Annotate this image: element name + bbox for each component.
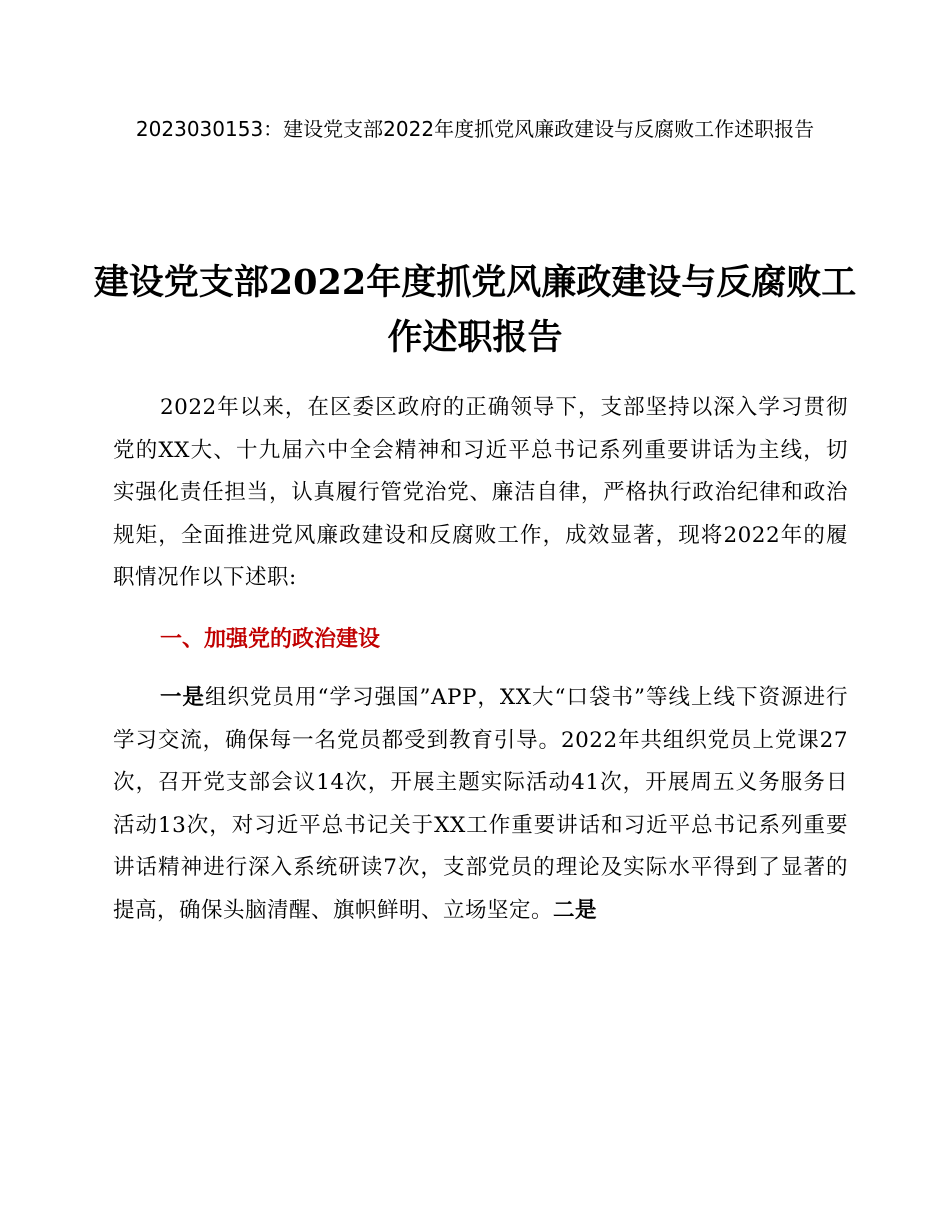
paragraph-lead-marker: 一是	[160, 685, 205, 710]
intro-paragraph: 2022年以来，在区委区政府的正确领导下，支部坚持以深入学习贯彻党的XX大、十九届六中全会精神和习近平总书记系列重要讲话为主线，切实强化责任担当，认真履行管党治党、廉洁自律，严格执行政治纪律和政治规矩，全面推进党风廉政建设和反腐败工作，成效显著，现将2022年的履职情况作以下述职:	[113, 395, 848, 590]
file-header: 2023030153：建设党支部2022年度抓党风廉政建设与反腐败工作述职报告	[135, 117, 815, 141]
paragraph-body: 组织党员用“学习强国”APP，XX大“口袋书”等线上线下资源进行学习交流，确保每一名党员都受到教育引导。2022年共组织党员上党课27次，召开党支部会议14次，开展主题实际活动41次，开展周五义务服务日活动13次，对习近平总书记关于XX工作重要讲话和习近平总书记系列重要讲话精神进行深入系统研读7次，支部党员的理论及实际水平得到了显著的提高，确保头脑清醒、旗帜鲜明、立场坚定。	[113, 685, 848, 923]
section-1-paragraph	[113, 677, 848, 932]
document-title: 建设党支部2022年度抓党风廉政建设与反腐败工作述职报告	[93, 262, 857, 358]
section-heading-political-construction: 一、加强党的政治建设	[160, 627, 381, 652]
paragraph-tail-marker: 二是	[553, 897, 598, 923]
